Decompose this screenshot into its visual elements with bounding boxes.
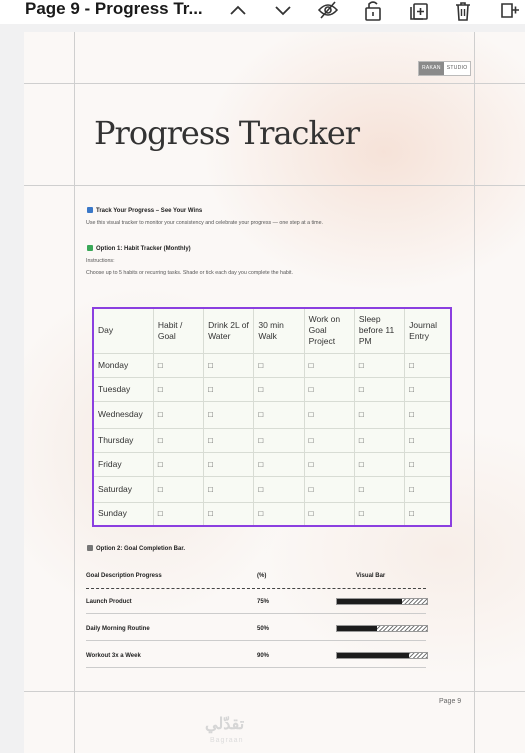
goal-percent: 90%	[257, 653, 270, 659]
habit-cell[interactable]	[254, 377, 304, 401]
habit-cell[interactable]	[405, 353, 451, 377]
table-header-cell: Drink 2L of Water	[204, 308, 254, 353]
page-number: Page 9	[439, 698, 462, 705]
checkbox-icon[interactable]: □	[208, 509, 213, 519]
chevron-up-icon[interactable]	[227, 0, 249, 22]
checkbox-icon[interactable]: □	[208, 435, 213, 445]
toolbar	[0, 0, 525, 24]
checkbox-icon[interactable]: □	[358, 410, 364, 419]
goal-col-header-percent: (%)	[257, 573, 267, 579]
habit-cell[interactable]	[405, 377, 451, 401]
checkbox-icon[interactable]: □	[358, 360, 364, 370]
checkbox-icon[interactable]: □	[409, 384, 414, 394]
habit-cell[interactable]	[304, 452, 354, 476]
day-cell: Saturday	[93, 476, 153, 502]
ruler-icon	[87, 545, 93, 551]
habit-tracker-table[interactable]	[92, 307, 452, 527]
checkbox-icon[interactable]: □	[157, 509, 163, 519]
checkbox-icon[interactable]: □	[409, 410, 414, 419]
progress-bar	[336, 625, 428, 632]
progress-bar	[336, 652, 428, 659]
habit-cell[interactable]	[354, 377, 404, 401]
row-divider	[86, 667, 426, 668]
intro-heading-text: Track Your Progress – See Your Wins	[96, 208, 203, 214]
habit-cell[interactable]	[254, 476, 304, 502]
checkbox-icon[interactable]: □	[409, 435, 414, 445]
table-header-cell: Habit / Goal	[153, 308, 203, 353]
checkbox-icon[interactable]: □	[308, 484, 314, 494]
habit-cell[interactable]	[354, 452, 404, 476]
row-divider	[86, 640, 426, 641]
checkbox-icon[interactable]: □	[208, 484, 213, 494]
instructions-text: Choose up to 5 habits or recurring tasks. Shade or tick each day you complete the habit.	[86, 270, 293, 276]
habit-cell[interactable]	[354, 502, 404, 526]
progress-bar-fill	[337, 653, 409, 658]
table-row	[93, 502, 451, 526]
checkbox-icon[interactable]: □	[358, 435, 364, 445]
instructions-label: Instructions:	[86, 258, 115, 264]
habit-cell[interactable]	[153, 353, 203, 377]
checkbox-icon[interactable]: □	[157, 459, 163, 469]
habit-cell[interactable]	[304, 377, 354, 401]
habit-cell[interactable]	[304, 502, 354, 526]
goal-name: Workout 3x a Week	[86, 653, 141, 659]
habit-cell[interactable]	[354, 476, 404, 502]
lock-icon[interactable]	[362, 0, 384, 22]
trash-icon[interactable]	[452, 0, 474, 22]
option2-heading-text: Option 2: Goal Completion Bar.	[96, 546, 186, 552]
option2-heading	[87, 545, 185, 552]
checkbox-icon[interactable]: □	[208, 459, 213, 469]
guide-line	[24, 691, 525, 692]
table-row	[93, 452, 451, 476]
watermark-logo: تقدّلي	[205, 716, 245, 733]
checkbox-icon[interactable]: □	[308, 410, 314, 419]
checkbox-icon[interactable]: □	[358, 484, 364, 494]
goal-col-header-visual: Visual Bar	[356, 573, 386, 579]
habit-cell[interactable]	[204, 476, 254, 502]
habit-cell[interactable]	[254, 401, 304, 428]
checkbox-icon[interactable]: □	[308, 360, 314, 370]
table-row	[93, 401, 451, 428]
checkbox-icon[interactable]: □	[258, 484, 264, 494]
progress-bar	[336, 598, 428, 605]
table-header-cell: Day	[93, 308, 153, 353]
checkbox-icon[interactable]: □	[258, 509, 264, 519]
document-title: Progress Tracker	[94, 114, 360, 152]
checkbox-icon[interactable]: □	[358, 384, 364, 394]
studio-logo	[418, 61, 471, 76]
checkbox-icon[interactable]: □	[308, 459, 314, 469]
habit-cell[interactable]	[153, 401, 203, 428]
habit-cell[interactable]	[153, 428, 203, 452]
checkbox-icon[interactable]: □	[157, 360, 163, 370]
checkbox-icon[interactable]: □	[157, 484, 163, 494]
habit-cell[interactable]	[153, 476, 203, 502]
habit-cell[interactable]	[405, 502, 451, 526]
day-cell: Wednesday	[93, 401, 153, 428]
habit-cell[interactable]	[254, 502, 304, 526]
habit-cell[interactable]	[204, 428, 254, 452]
checkbox-icon[interactable]: □	[157, 384, 163, 394]
page-title: Page 9 - Progress Tr...	[25, 0, 203, 18]
habit-cell[interactable]	[204, 452, 254, 476]
table-header-cell: Work on Goal Project	[304, 308, 354, 353]
goal-name: Daily Morning Routine	[86, 626, 150, 632]
checkbox-icon[interactable]: □	[308, 509, 314, 519]
checkbox-icon[interactable]: □	[409, 484, 414, 494]
studio-logo-right: STUDIO	[444, 62, 471, 75]
goal-name: Launch Product	[86, 599, 132, 605]
habit-cell[interactable]	[405, 428, 451, 452]
table-header-cell: Journal Entry	[405, 308, 451, 353]
habit-cell[interactable]	[304, 476, 354, 502]
guide-line	[474, 32, 475, 753]
habit-cell[interactable]	[254, 353, 304, 377]
option1-heading	[87, 245, 191, 252]
document-page[interactable]	[24, 32, 525, 753]
checkbox-icon[interactable]: □	[308, 435, 314, 445]
habit-cell[interactable]	[204, 353, 254, 377]
checkbox-icon[interactable]: □	[409, 360, 414, 370]
watermark-subtext: Bagraan	[210, 737, 244, 744]
intro-heading	[87, 207, 202, 214]
habit-cell[interactable]	[304, 353, 354, 377]
progress-bar-fill	[337, 599, 402, 604]
checkbox-icon[interactable]: □	[258, 410, 264, 419]
guide-line	[24, 83, 525, 84]
chevron-down-icon[interactable]	[272, 0, 294, 22]
studio-logo-left: RAKAN	[419, 62, 444, 75]
habit-cell[interactable]	[405, 452, 451, 476]
add-icon[interactable]	[497, 0, 519, 22]
header-divider	[86, 588, 426, 589]
checkbox-icon[interactable]: □	[258, 384, 264, 394]
table-header-cell: 30 min Walk	[254, 308, 304, 353]
editor-canvas[interactable]	[0, 24, 525, 753]
habit-cell[interactable]	[354, 401, 404, 428]
day-cell: Sunday	[93, 502, 153, 526]
checkbox-icon[interactable]: □	[258, 435, 264, 445]
habit-cell[interactable]	[153, 377, 203, 401]
checkbox-icon[interactable]: □	[208, 410, 213, 419]
checkbox-icon[interactable]: □	[409, 509, 414, 519]
day-cell: Friday	[93, 452, 153, 476]
habit-cell[interactable]	[354, 353, 404, 377]
checkbox-icon[interactable]: □	[409, 459, 414, 469]
intro-text: Use this visual tracker to monitor your consistency and celebrate your progress — one step at a time.	[86, 220, 323, 226]
table-row	[93, 476, 451, 502]
table-row	[93, 377, 451, 401]
habit-cell[interactable]	[204, 502, 254, 526]
guide-line	[24, 185, 525, 186]
habit-cell[interactable]	[204, 401, 254, 428]
table-header-cell: Sleep before 11 PM	[354, 308, 404, 353]
habit-cell[interactable]	[304, 428, 354, 452]
checkbox-icon[interactable]: □	[208, 384, 213, 394]
checkbox-icon[interactable]: □	[358, 459, 364, 469]
progress-bar-fill	[337, 626, 377, 631]
checkbox-icon[interactable]: □	[258, 459, 264, 469]
day-cell: Thursday	[93, 428, 153, 452]
habit-cell[interactable]	[405, 401, 451, 428]
goal-col-header-description: Goal Description Progress	[86, 573, 162, 579]
habit-cell[interactable]	[254, 452, 304, 476]
option1-heading-text: Option 1: Habit Tracker (Monthly)	[96, 246, 191, 252]
goal-percent: 50%	[257, 626, 270, 632]
table-header-row	[93, 308, 451, 353]
day-cell: Monday	[93, 353, 153, 377]
habit-cell[interactable]	[405, 476, 451, 502]
table-row	[93, 353, 451, 377]
habit-cell[interactable]	[204, 377, 254, 401]
habit-cell[interactable]	[153, 452, 203, 476]
day-cell: Tuesday	[93, 377, 153, 401]
row-divider	[86, 613, 426, 614]
table-row	[93, 428, 451, 452]
habit-cell[interactable]	[304, 401, 354, 428]
checkbox-icon[interactable]: □	[208, 360, 213, 370]
checkmark-icon	[87, 245, 93, 251]
checkbox-icon[interactable]: □	[258, 360, 264, 370]
checkbox-icon[interactable]: □	[358, 509, 364, 519]
habit-cell[interactable]	[153, 502, 203, 526]
add-page-icon[interactable]	[407, 0, 429, 22]
chart-icon	[87, 207, 93, 213]
habit-cell[interactable]	[254, 428, 304, 452]
eye-hide-icon[interactable]	[317, 0, 339, 22]
goal-percent: 75%	[257, 599, 270, 605]
guide-line	[74, 32, 75, 753]
checkbox-icon[interactable]: □	[308, 384, 314, 394]
checkbox-icon[interactable]: □	[157, 410, 163, 419]
checkbox-icon[interactable]: □	[157, 435, 163, 445]
habit-cell[interactable]	[354, 428, 404, 452]
